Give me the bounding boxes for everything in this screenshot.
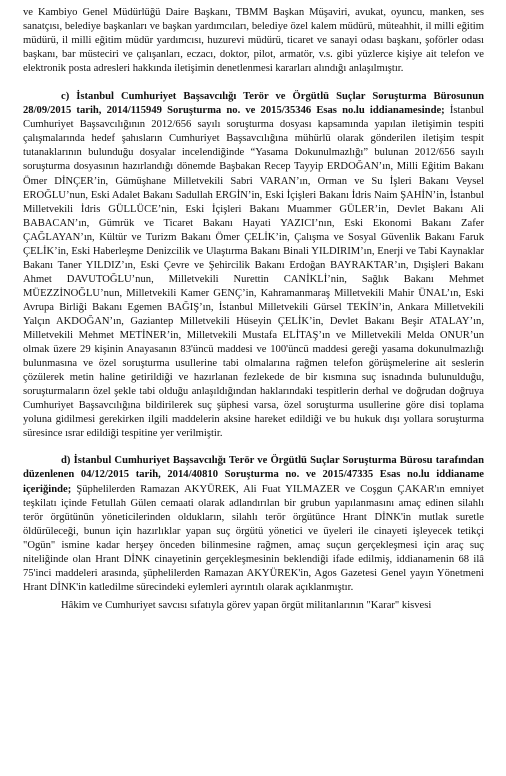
paragraph-c <box>23 90 484 441</box>
section-d-body: Şüphelilerden Ramazan AKYÜREK, Ali Fuat YILMAZER ve Coşgun ÇAKAR'ın emniyet teşkilatı içinde Fetullah Gülen cemaati olarak adlandırılan bir grubun yapılanmasını amaç edinen silahlı terör örgütünün yöneticilerinden oldukların, silahlı terör örgütünce Hrant DİNK'in mutlak suretle öldürüleceği, bunun için hazırlıklar yapan suç örgütü yönetici ve üyeleri ile cinayeti işleyecek tetikçi "Ogün" ismine kadar herşey önceden bilinmesine rağmen, amaç suçun gerçekleşmesi için araç suç niteliğinde olan Hrant DİNK cinayetinin gerçekleşmesinin beklendiği ifade edilmiş, iddianamenin 68 ilâ 75'inci maddeleri arasında, şüphelilerden Ramazan AKYÜREK'in, Agos Gazetesi Genel yayın Yönetmeni Hrant DİNK'in katledilme sürecindeki eylemleri ayrıntılı olarak açıklanmıştır. <box>23 483 484 593</box>
section-d-heading: d) İstanbul Cumhuriyet Başsavcılığı Terör ve Örgütlü Suçlar Soruşturma Bürosu tarafından düzenlenen 04/12/2015 tarih, 2014/40810 Soruşturma no. ve 2015/47335 Esas no.lu iddianame içeriğinde; <box>23 455 484 495</box>
paragraph-d <box>23 454 484 594</box>
paragraph-closing: Hâkim ve Cumhuriyet savcısı sıfatıyla görev yapan örgüt militanlarının "Karar" kisvesi <box>61 599 432 611</box>
paragraph-intro: ve Kambiyo Genel Müdürlüğü Daire Başkanı, TBMM Başkan Müşaviri, avukat, oyuncu, manken, ses sanatçısı, belediye başkanları ve başkan yardımcıları, belediye özel kalem müdürü, müteahhit, il milli eğitim müdürü, il milli eğitim müdür yardımcısı, huzurevi müdürü, ticaret ve sanayi odası başkanı, şoförler odası başkanı, bar müsteciri ve çalışanları, eczacı, doktor, pilot, armatör, v.s. gibi yüzlerce kişiye ait telefon ve elektronik posta adresleri hakkında iletişimin denetlenmesi kararları alındığı anlaşılmıştır. <box>23 7 484 75</box>
section-c-heading: c) İstanbul Cumhuriyet Başsavcılığı Terör ve Örgütlü Suçlar Soruşturma Bürosunun 28/09/2015 tarih, 2014/115949 Soruşturma no. ve 2015/35346 Esas no.lu iddianamesinde; <box>23 91 484 117</box>
section-c-body: İstanbul Cumhuriyet Başsavcılığının 2012/656 sayılı soruşturma dosyası kapsamında yapılan iletişimin tespiti çalışmalarında hedef şahısların Cumhuriyet Başsavcılığına mühürlü olarak gönderilen iletişim tespit tutanaklarının bulunduğu dosyalar incelendiğinde “Yasama Dokunulmazlığı” bulunan 2012/656 sayılı soruşturma dosyasının hazırlandığı dönemde Başbakan Recep Tayyip ERDOĞAN’ın, Milli Eğitim Bakanı Ömer DİNÇER’in, Gümüşhane Milletvekili Sabri VARAN’ın, Orman ve Su İşleri Bakanı Veysel EROĞLU’nun, Eski Adalet Bakanı Sadullah ERGİN’in, Eski İçişleri Bakanı İdris Naim ŞAHİN’in, İstanbul Milletvekili İdris GÜLLÜCE’nin, Eski İçişleri Bakanı Muammer GÜLER’in, Devlet Bakanı Ali BABACAN’ın, Gümrük ve Ticaret Bakanı Hayati YAZICI’nın, Eski Ekonomi Bakanı Zafer ÇAĞLAYAN’ın, Kültür ve Turizm Bakanı Ömer ÇELİK’in, Çalışma ve Sosyal Güvenlik Bakanı Faruk ÇELİK’in, Eski Haberleşme Denizcilik ve Ulaştırma Bakanı Binali YILDIRIM’ın, Enerji ve Tabi Kaynaklar Bakanı Taner YILDIZ’ın, Eski Çevre ve Şehircilik Bakanı Erdoğan BAYRAKTAR’ın, Dışişleri Bakanı Ahmet DAVUTOĞLU’nun, Milletvekili Nurettin CANİKLİ’nin, Sağlık Bakanı Mehmet MÜEZZİNOĞLU’nun, Milletvekili Kamer GENÇ’in, Kahramanmaraş Milletvekili Mahir ÜNAL’ın, Eski Avrupa Birliği Bakanı Egemen BAĞIŞ’ın, İstanbul Milletvekili Gürsel TEKİN’in, Ankara Milletvekili Yalçın AKDOĞAN’ın, Gaziantep Milletvekili Hüseyin ÇELİK’in, Devlet Bakanı Beşir ATALAY’ın, Milletvekili Mehmet METİNER’in, Milletvekili Mustafa ELİTAŞ’ın ve Milletvekili Melda ONUR’un olmak üzere 29 kişinin Anayasanın 83'üncü maddesi ve 100'üncü maddesi gereği yasama dokunulmazlığı bulunmasına ve özel soruşturma usullerine tabi olmalarına rağmen telefon görüşmelerine ait seslerin çözülerek metin haline getirildiği ve hazırlanan fezlekede de bir kısmına suç isnadında bulunulduğu, soruşturmaların özel şekle tabi olduğu anlaşıldığından haklarındaki tespitlerin derhal ve doğrudan doğruya Cumhuriyet Başsavcılığına bildirilerek suç şüphesi varsa, özel soruşturma usullerine göre disi toplama yoluna gidilmesi gerekirken ilgili maddelerin aksine hareket edildiği ve bu hukuk dışı yollara soruşturma süresince ısrar edildiği tespitine yer verilmiştir. <box>23 105 485 440</box>
